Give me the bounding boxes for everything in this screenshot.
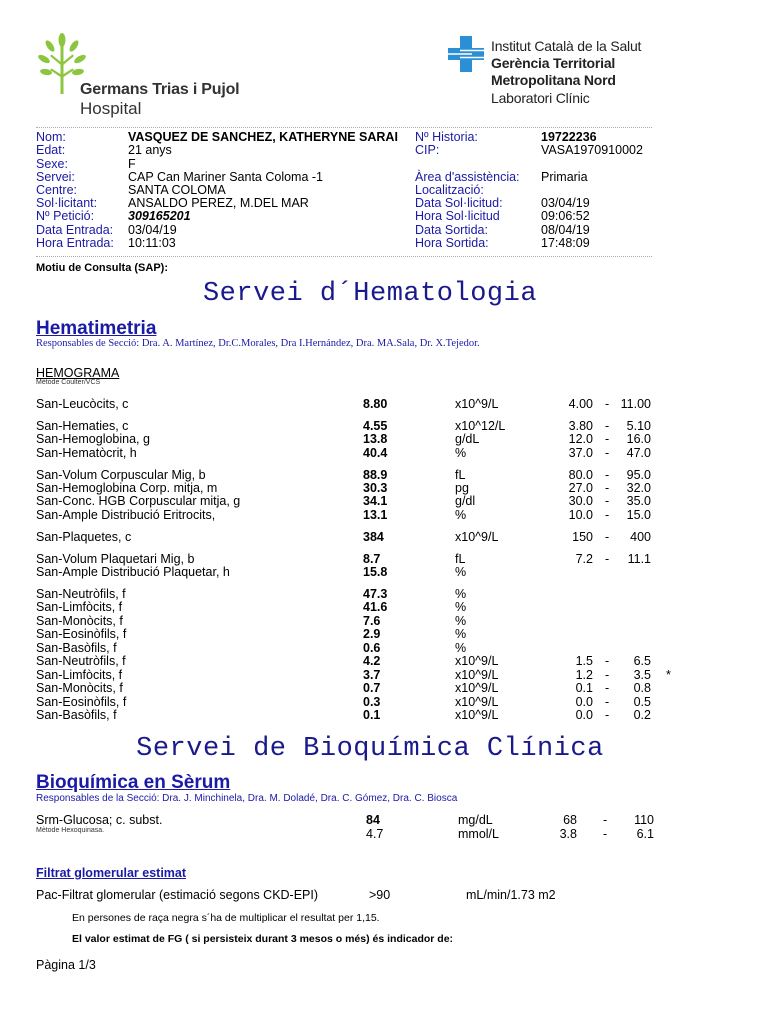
test-name: San-Hemoglobina Corp. mitja, m [36, 481, 218, 495]
test-unit: g/dl [455, 494, 476, 508]
test-name: San-Ample Distribució Eritrocits, [36, 508, 216, 522]
range-dash: - [605, 654, 610, 668]
patient-value: 03/04/19 [128, 223, 177, 237]
test-name: San-Ample Distribució Plaquetar, h [36, 565, 230, 579]
patient-label: Àrea d'assistència: [415, 170, 520, 184]
bioquimica-title: Servei de Bioquímica Clínica [136, 734, 604, 764]
test-name: San-Leucòcits, c [36, 397, 129, 411]
range-high: 5.10 [626, 419, 651, 433]
test-result: 3.7 [363, 668, 381, 682]
test-result: 40.4 [363, 446, 388, 460]
patient-label: Hora Sortida: [415, 236, 489, 250]
test-result: 84 [366, 813, 380, 827]
range-dash: - [605, 494, 610, 508]
hospital-name: Germans Trias i Pujol [80, 81, 240, 98]
ics-line: Laboratori Clínic [491, 90, 590, 106]
test-unit: % [455, 600, 467, 614]
test-unit: pg [455, 481, 469, 495]
test-unit: x10^9/L [455, 397, 499, 411]
test-name: San-Limfòcits, f [36, 600, 123, 614]
hospital-logo [36, 32, 286, 122]
range-dash: - [605, 508, 610, 522]
test-result: 4.55 [363, 419, 388, 433]
test-result: 41.6 [363, 600, 388, 614]
ics-line: Metropolitana Nord [491, 72, 616, 88]
range-dash: - [605, 695, 610, 709]
patient-value: SANTA COLOMA [128, 183, 226, 197]
ics-line: Gerència Territorial [491, 55, 616, 71]
hemograma-heading: HEMOGRAMA [36, 366, 120, 380]
range-low: 1.2 [575, 668, 593, 682]
range-high: 400 [630, 530, 651, 544]
range-dash: - [605, 419, 610, 433]
range-low: 80.0 [568, 468, 593, 482]
test-unit: % [455, 627, 467, 641]
hospital-subtitle: Hospital [80, 99, 142, 118]
patient-value: 08/04/19 [541, 223, 590, 237]
test-result: 15.8 [363, 565, 388, 579]
range-low: 0.0 [575, 708, 593, 722]
test-unit: % [455, 587, 467, 601]
test-result: 2.9 [363, 627, 381, 641]
range-low: 3.80 [568, 419, 593, 433]
patient-label: Data Sol·licitud: [415, 196, 503, 210]
test-unit: mg/dL [458, 813, 493, 827]
patient-label: CIP: [415, 143, 440, 157]
range-dash: - [605, 552, 610, 566]
filtrat-heading: Filtrat glomerular estimat [36, 866, 187, 880]
range-high: 95.0 [626, 468, 651, 482]
metode-label: Mètode Coulter/VCS [36, 379, 101, 386]
test-unit: mL/min/1.73 m2 [466, 888, 556, 902]
metode-label: Mètode Hexoquinasa. [36, 827, 105, 834]
responsables-bioquimica: Responsables de la Secció: Dra. J. Minchinela, Dra. M. Doladé, Dra. C. Gómez, Dra. C. Biosca [36, 793, 458, 804]
range-high: 0.2 [633, 708, 651, 722]
patient-value: CAP Can Mariner Santa Coloma -1 [128, 170, 323, 184]
note-text: El valor estimat de FG ( si persisteix durant 3 mesos o més) és indicador de: [72, 933, 454, 945]
test-result: 384 [363, 530, 384, 544]
patient-label: Centre: [36, 183, 77, 197]
test-result: 0.6 [363, 641, 381, 655]
range-low: 0.1 [575, 681, 593, 695]
ics-line: Institut Català de la Salut [491, 38, 642, 54]
page-number: Pàgina 1/3 [36, 958, 96, 972]
patient-value: ANSALDO PEREZ, M.DEL MAR [128, 196, 309, 210]
patient-value: 03/04/19 [541, 196, 590, 210]
range-high: 6.5 [633, 654, 651, 668]
test-unit: % [455, 614, 467, 628]
range-dash: - [605, 481, 610, 495]
test-unit: x10^12/L [455, 419, 506, 433]
patient-value: 17:48:09 [541, 236, 590, 250]
patient-label: Hora Sol·licitud [415, 209, 500, 223]
range-dash: - [605, 681, 610, 695]
patient-label: Data Sortida: [415, 223, 488, 237]
test-unit: fL [455, 468, 466, 482]
test-result: 88.9 [363, 468, 388, 482]
range-dash: - [605, 668, 610, 682]
test-result: >90 [369, 888, 391, 902]
responsables-hematologia: Responsables de Secció: Dra. A. Martínez, Dr.C.Morales, Dra I.Hernández, Dra. MA.Sala, Dr. X.Tejedor. [36, 338, 480, 349]
test-unit: mmol/L [458, 827, 499, 841]
test-unit: % [455, 508, 467, 522]
patient-label: Nº Petició: [36, 209, 95, 223]
test-name: San-Hematies, c [36, 419, 129, 433]
range-dash: - [605, 530, 610, 544]
range-low: 7.2 [575, 552, 593, 566]
divider [36, 256, 652, 257]
range-high: 110 [634, 813, 654, 827]
test-unit: x10^9/L [455, 530, 499, 544]
patient-label: Nom: [36, 130, 66, 144]
test-result: 30.3 [363, 481, 388, 495]
test-result: 4.7 [366, 827, 384, 841]
test-result: 34.1 [363, 494, 388, 508]
test-unit: x10^9/L [455, 654, 499, 668]
test-unit: x10^9/L [455, 708, 499, 722]
range-dash: - [605, 446, 610, 460]
patient-value: 19722236 [541, 130, 597, 144]
range-dash: - [605, 397, 610, 411]
test-unit: % [455, 565, 467, 579]
test-unit: x10^9/L [455, 695, 499, 709]
test-unit: g/dL [455, 432, 480, 446]
ics-logo [448, 36, 688, 116]
patient-label: Localització: [415, 183, 484, 197]
range-dash: - [605, 708, 610, 722]
patient-value: VASQUEZ DE SANCHEZ, KATHERYNE SARAI [128, 130, 398, 144]
range-high: 3.5 [633, 668, 651, 682]
range-dash: - [603, 827, 608, 841]
range-low: 10.0 [568, 508, 593, 522]
test-name: San-Neutròfils, f [36, 654, 126, 668]
test-name: San-Plaquetes, c [36, 530, 132, 544]
test-unit: fL [455, 552, 466, 566]
patient-label: Nº Historia: [415, 130, 478, 144]
test-name: San-Monòcits, f [36, 681, 123, 695]
note-text: En persones de raça negra s´ha de multiplicar el resultat per 1,15. [72, 912, 380, 924]
cross-icon [448, 36, 484, 72]
range-high: 6.1 [636, 827, 654, 841]
range-high: 15.0 [626, 508, 651, 522]
test-name: San-Eosinòfils, f [36, 627, 127, 641]
test-result: 8.7 [363, 552, 381, 566]
range-low: 30.0 [568, 494, 593, 508]
range-low: 37.0 [568, 446, 593, 460]
test-name: San-Neutròfils, f [36, 587, 126, 601]
test-name: San-Basòfils, f [36, 708, 117, 722]
patient-label: Sexe: [36, 157, 68, 171]
range-dash: - [603, 813, 608, 827]
divider [36, 127, 652, 128]
range-low: 150 [572, 530, 593, 544]
range-low: 0.0 [575, 695, 593, 709]
hematimetria-heading: Hematimetria [36, 318, 157, 339]
test-name: Pac-Filtrat glomerular (estimació segons CKD-EPI) [36, 888, 319, 902]
test-name: San-Volum Plaquetari Mig, b [36, 552, 195, 566]
patient-value: 309165201 [128, 209, 191, 223]
range-low: 4.00 [568, 397, 593, 411]
test-result: 0.3 [363, 695, 381, 709]
test-name: Srm-Glucosa; c. subst. [36, 813, 163, 827]
patient-value: 09:06:52 [541, 209, 590, 223]
range-low: 27.0 [568, 481, 593, 495]
test-result: 47.3 [363, 587, 388, 601]
test-result: 8.80 [363, 397, 388, 411]
test-unit: x10^9/L [455, 668, 499, 682]
range-high: 11.1 [627, 552, 651, 566]
range-low: 12.0 [568, 432, 593, 446]
test-result: 0.1 [363, 708, 381, 722]
test-name: San-Conc. HGB Corpuscular mitja, g [36, 494, 241, 508]
test-result: 7.6 [363, 614, 381, 628]
test-name: San-Monòcits, f [36, 614, 123, 628]
test-unit: % [455, 641, 467, 655]
test-name: San-Eosinòfils, f [36, 695, 127, 709]
patient-value: 10:11:03 [128, 236, 176, 250]
abnormal-flag: * [666, 668, 671, 682]
test-unit: x10^9/L [455, 681, 499, 695]
range-low: 3.8 [559, 827, 577, 841]
patient-value: 21 anys [128, 143, 172, 157]
test-result: 13.1 [363, 508, 388, 522]
range-dash: - [605, 432, 610, 446]
range-high: 0.5 [633, 695, 651, 709]
range-low: 1.5 [575, 654, 593, 668]
patient-label: Hora Entrada: [36, 236, 114, 250]
range-high: 0.8 [633, 681, 651, 695]
range-dash: - [605, 468, 610, 482]
patient-label: Edat: [36, 143, 66, 157]
range-high: 47.0 [626, 446, 651, 460]
patient-label: Data Entrada: [36, 223, 114, 237]
hematologia-title: Servei d´Hematologia [202, 279, 538, 309]
range-high: 16.0 [626, 432, 651, 446]
range-low: 68 [563, 813, 577, 827]
test-result: 0.7 [363, 681, 381, 695]
range-high: 35.0 [626, 494, 651, 508]
test-name: San-Hemoglobina, g [36, 432, 150, 446]
range-high: 11.00 [620, 397, 651, 411]
test-name: San-Hematòcrit, h [36, 446, 137, 460]
test-name: San-Limfòcits, f [36, 668, 123, 682]
patient-value: Primaria [541, 170, 588, 184]
test-unit: % [455, 446, 467, 460]
patient-value: VASA1970910002 [541, 143, 643, 157]
motiu-consulta: Motiu de Consulta (SAP): [36, 262, 168, 274]
test-name: San-Volum Corpuscular Mig, b [36, 468, 206, 482]
test-result: 4.2 [363, 654, 381, 668]
patient-label: Sol·licitant: [36, 196, 98, 210]
patient-value: F [128, 157, 136, 171]
test-result: 13.8 [363, 432, 388, 446]
test-name: San-Basòfils, f [36, 641, 117, 655]
patient-label: Servei: [36, 170, 75, 184]
bioquimica-serum-heading: Bioquímica en Sèrum [36, 772, 231, 793]
range-high: 32.0 [626, 481, 651, 495]
